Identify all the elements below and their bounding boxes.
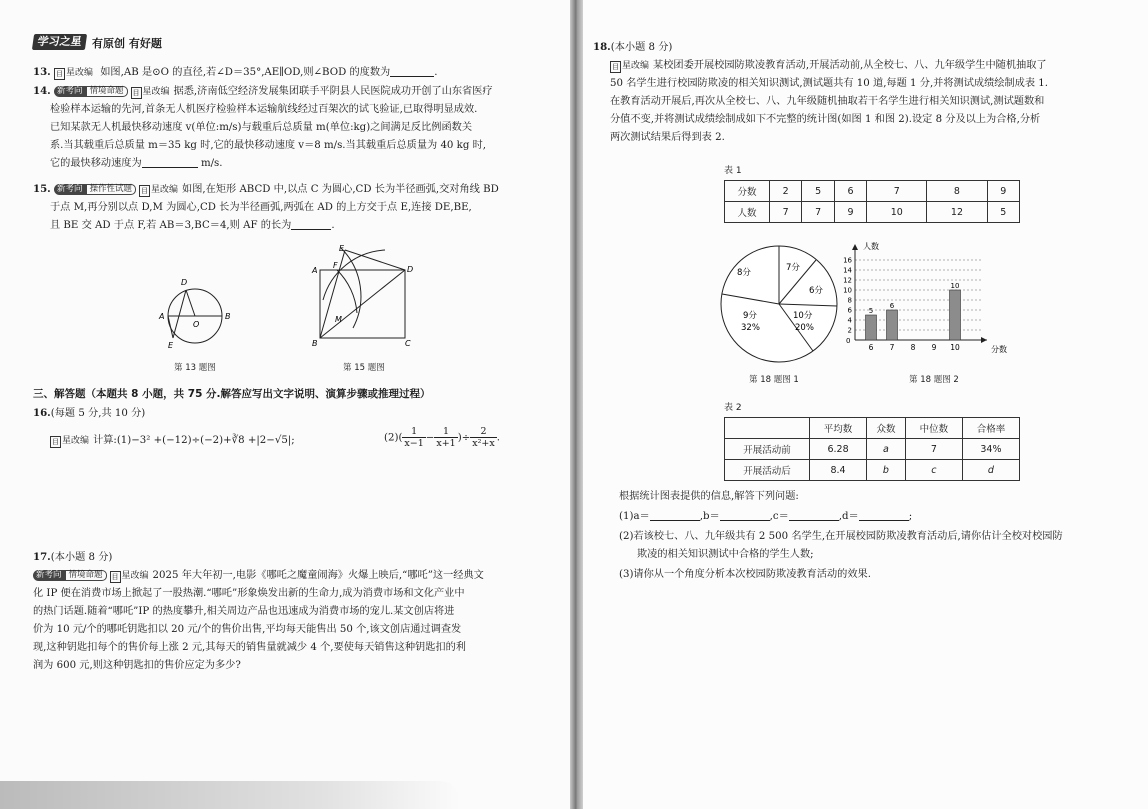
- expression: −3² +(−12)÷(−2)+∛8 +|2−√5|;: [131, 435, 295, 446]
- bar-y-tick-label: 8: [847, 296, 852, 305]
- doc-icon: 目: [111, 573, 119, 581]
- bar-y-axis-label: 人数: [863, 242, 879, 251]
- section-title: 三、解答题（本题共 8 小题，共 75 分.解答应写出文字说明、演算步骤或推理过程）: [33, 388, 431, 400]
- bar-y-tick-label: 16: [843, 256, 852, 265]
- score-note: (每题 5 分,共 10 分): [50, 408, 146, 419]
- question-line: 化 IP 便在消费市场上掀起了一股热潮.“哪吒”形象焕发出新的生命力,成为消费市场和文化产业中: [33, 588, 465, 599]
- bar-mark: [866, 315, 877, 340]
- figure-label: A: [312, 266, 318, 275]
- pie-slice-percent: 32%: [741, 323, 760, 333]
- star-adapted-badge: 目 星改编: [612, 61, 650, 71]
- right-page: [583, 0, 1148, 809]
- unit-label: m/s.: [200, 158, 223, 169]
- bar-data-label: 10: [950, 282, 960, 290]
- new-direction-badge: 新考向: [33, 570, 65, 581]
- pie-chart: [711, 244, 851, 374]
- bar-y-tick-label: 14: [843, 266, 852, 275]
- scene-question-badge: 情境命题: [86, 86, 128, 97]
- bar-mark: [887, 310, 898, 340]
- question-line: 的热门话题.随着“哪吒”IP 的热度攀升,相关周边产品也迅速成为消费市场的宠儿.某文创店将进: [33, 606, 455, 617]
- question-number: 13.: [33, 66, 51, 78]
- figure-label: B: [225, 312, 231, 321]
- question-text: 如图,AB 是⊙O 的直径,若∠D＝35°,AE∥OD,则∠BOD 的度数为: [100, 67, 391, 78]
- figure-label: D: [407, 265, 414, 274]
- page-gutter: [570, 0, 583, 809]
- question-line: 某校团委开展校园防欺凌教育活动,开展活动前,从全校七、八、九年级学生中随机抽取了: [653, 60, 1047, 71]
- figure-label: A: [159, 312, 165, 321]
- q18-prompt: 根据统计图表提供的信息,解答下列问题:: [619, 491, 799, 502]
- scene-question-badge: 情境命题: [65, 570, 107, 581]
- question-17: [33, 548, 484, 675]
- figure-13-diagram: [150, 272, 245, 350]
- question-14: [33, 82, 493, 173]
- figure-label: E: [339, 244, 345, 253]
- question-16-part-1: 目 星改编 计算:(1)−3² +(−12)÷(−2)+∛8 +|2−√5|;: [50, 432, 295, 450]
- table-2-name: 表 2: [724, 403, 742, 413]
- table-1-name: 表 1: [724, 166, 742, 176]
- doc-icon: 目: [52, 438, 59, 446]
- operation-question-badge: 操作性试题: [86, 184, 137, 195]
- bar-mark: [950, 290, 961, 340]
- star-adapted-badge: 目 星改编: [52, 436, 90, 446]
- bar-y-axis-arrow: [852, 244, 858, 250]
- bar-caption: 第 18 题图 2: [909, 375, 959, 385]
- question-line: 2025 年大年初一,电影《哪吒之魔童闹海》火爆上映后,“哪吒”这一经典文: [152, 570, 484, 581]
- answer-blank[interactable]: [142, 155, 198, 168]
- doc-icon: 目: [141, 187, 149, 195]
- pie-slice-label: 8分: [737, 268, 751, 278]
- pie-slice-label: 6分: [809, 286, 823, 296]
- question-number: 16.: [33, 407, 51, 419]
- pie-caption: 第 18 题图 1: [749, 375, 799, 385]
- table-row: 人数 7 7 9 10 12 5: [725, 202, 1020, 223]
- question-line: 价为 10 元/个的哪吒钥匙扣以 20 元/个的售价出售,平均每天能售出 50 个,该文创店通过调查发: [33, 624, 462, 635]
- answer-blank[interactable]: [390, 64, 434, 77]
- doc-icon: 目: [132, 89, 140, 97]
- figure-13-caption: 第 13 题图: [174, 363, 216, 373]
- answer-blank-a[interactable]: [650, 508, 700, 521]
- question-18: [593, 38, 1048, 147]
- question-16-part-2: (2)( $\frac{1}{x-1}$ − $\frac{1}{x+1}$ )÷ $\frac{2}{\text{x²+x}}$ .: [384, 426, 500, 449]
- bar-y-tick-label: 12: [843, 276, 852, 285]
- bar-x-tick-label: 10: [950, 343, 960, 352]
- question-line: 已知某款无人机最快移动速度 v(单位:m/s)与载重后总质量 m(单位:kg)之间满足反比例函数关: [50, 122, 473, 133]
- question-line: 现,这种钥匙扣每个的售价每上涨 2 元,其每天的销售量就减少 4 个,要使每天销售这种钥匙扣的利: [33, 642, 466, 653]
- new-direction-badge: 新考向: [54, 86, 86, 97]
- question-16-header: [33, 404, 145, 423]
- new-direction-badge: 新考向: [54, 184, 86, 195]
- figure-label: B: [312, 339, 318, 348]
- figure-label: C: [405, 339, 411, 348]
- question-line: 两次测试结果后得到表 2.: [610, 132, 725, 143]
- bar-y-tick-label: 6: [847, 306, 852, 315]
- question-line: 分值不变,并将测试成绩绘制成如下不完整的统计图(如图 1 和图 2).设定 8 分及以上为合格,分析: [610, 114, 1041, 125]
- question-number: 15.: [33, 183, 51, 195]
- question-number: 17.: [33, 551, 51, 563]
- question-line: 50 名学生进行校园防欺凌的相关知识测试,测试题共有 10 道,每题 1 分,并将测试成绩绘制成表 1.: [610, 78, 1049, 89]
- bar-chart: [841, 238, 1026, 358]
- figure-label: E: [168, 341, 174, 350]
- figure-label: O: [193, 320, 200, 329]
- left-page: [0, 0, 570, 809]
- pie-slice-label: 7分: [786, 263, 800, 273]
- bar-origin-label: 0: [846, 337, 851, 345]
- table-row: 开展活动后 8.4 b c d: [725, 460, 1020, 481]
- star-adapted-badge: 目 星改编: [111, 571, 149, 581]
- question-line: 且 BE 交 AD 于点 F,若 AB＝3,BC＝4,则 AF 的长为: [50, 220, 292, 231]
- bar-y-tick-label: 10: [843, 286, 852, 295]
- table-row: 平均数 众数 中位数 合格率: [725, 418, 1020, 439]
- question-number: 14.: [33, 85, 51, 97]
- question-15: 15. 新考向 操作性试题 目 星改编 如图,在矩形 ABCD 中,以点 C 为圆心,CD 长为半径画弧,交对角线 BD 于点 M,再分别以点 D,M 为圆心,CD 长为半径画弧,两弧在 AD 的上方交于点 E,连接 DE,BE, 且 BE 交 AD 于点 F,若 AB＝3,BC＝4,则 AF 的长为 .: [33, 183, 499, 231]
- question-line: 如图,在矩形 ABCD 中,以点 C 为圆心,CD 长为半径画弧,交对角线 BD: [182, 184, 499, 195]
- bar-x-axis-label: 分数: [991, 345, 1007, 354]
- bar-x-axis-arrow: [981, 337, 987, 343]
- answer-blank[interactable]: [291, 217, 331, 230]
- table-1: [724, 180, 1020, 223]
- q18-sub-1: (1)a＝ ,b＝ ,c＝ ,d＝ ;: [619, 508, 912, 526]
- answer-blank-d[interactable]: [859, 508, 909, 521]
- bar-x-tick-label: 8: [910, 343, 916, 352]
- brand-logo: 学习之星: [32, 34, 87, 50]
- star-adapted-badge: 目 星改编: [132, 87, 170, 97]
- q18-sub-2: (2)若该校七、八、九年级共有 2 500 名学生,在开展校园防欺凌教育活动后,请你估计全校对校园防 欺凌的相关知识测试中合格的学生人数;: [619, 531, 1063, 560]
- bar-data-label: 6: [889, 302, 895, 310]
- bar-x-tick-label: 6: [868, 343, 874, 352]
- figure-15-caption: 第 15 题图: [343, 363, 385, 373]
- table-2: [724, 417, 1020, 481]
- question-line: 它的最快移动速度为: [50, 158, 142, 169]
- question-line: 在教育活动开展后,再次从全校七、八、九年级随机抽取若干名学生进行相关知识测试,测试题数和: [610, 96, 1045, 107]
- bar-x-tick-label: 7: [889, 343, 895, 352]
- pie-slice-label: 10分: [793, 311, 813, 321]
- bar-data-label: 5: [868, 307, 874, 315]
- score-note: (本小题 8 分): [610, 42, 673, 53]
- figure-label: M: [335, 315, 342, 324]
- question-line: 于点 M,再分别以点 D,M 为圆心,CD 长为半径画弧,两弧在 AD 的上方交于点 E,连接 DE,BE,: [50, 202, 472, 213]
- question-line: 据悉,济南低空经济发展集团联手平阴县人民医院成功开创了山东省医疗: [173, 86, 493, 97]
- question-number: 18.: [593, 41, 611, 53]
- bar-x-tick-label: 9: [931, 343, 937, 352]
- bar-y-tick-label: 4: [847, 316, 852, 325]
- question-line: 润为 600 元,则这种钥匙扣的售价应定为多少?: [33, 660, 241, 671]
- q18-sub-3: (3)请你从一个角度分析本次校园防欺凌教育活动的效果.: [619, 569, 871, 580]
- question-line: 检验样本运输的先河,首条无人机医疗检验样本运输航线经过百架次的试飞验证,已取得明显成效.: [50, 104, 478, 115]
- question-line: 系.当其载重后总质量 m＝35 kg 时,它的最快移动速度 v＝8 m/s.当其载重后总质量为 40 kg 时,: [50, 140, 487, 151]
- score-note: (本小题 8 分): [50, 552, 113, 563]
- brand-slogan: 有原创 有好题: [92, 37, 162, 50]
- scan-shadow: [0, 781, 460, 809]
- pie-slice-percent: 20%: [795, 323, 814, 333]
- pie-slice-label: 9分: [743, 311, 757, 321]
- doc-icon: 目: [55, 70, 63, 78]
- figure-label: D: [181, 278, 188, 287]
- table-row: 分数 2 5 6 7 8 9: [725, 181, 1020, 202]
- star-adapted-badge: 目 星改编: [55, 68, 93, 78]
- bar-y-tick-label: 2: [847, 326, 852, 335]
- figure-label: F: [333, 261, 338, 270]
- star-adapted-badge: 目 星改编: [141, 185, 179, 195]
- answer-blank-b[interactable]: [720, 508, 770, 521]
- doc-icon: 目: [612, 63, 619, 71]
- question-13: 13. 目 星改编 如图,AB 是⊙O 的直径,若∠D＝35°,AE∥OD,则∠BOD 的度数为 .: [33, 63, 437, 82]
- answer-blank-c[interactable]: [789, 508, 839, 521]
- table-row: 开展活动前 6.28 a 7 34%: [725, 439, 1020, 460]
- figure-15-diagram: [305, 240, 430, 350]
